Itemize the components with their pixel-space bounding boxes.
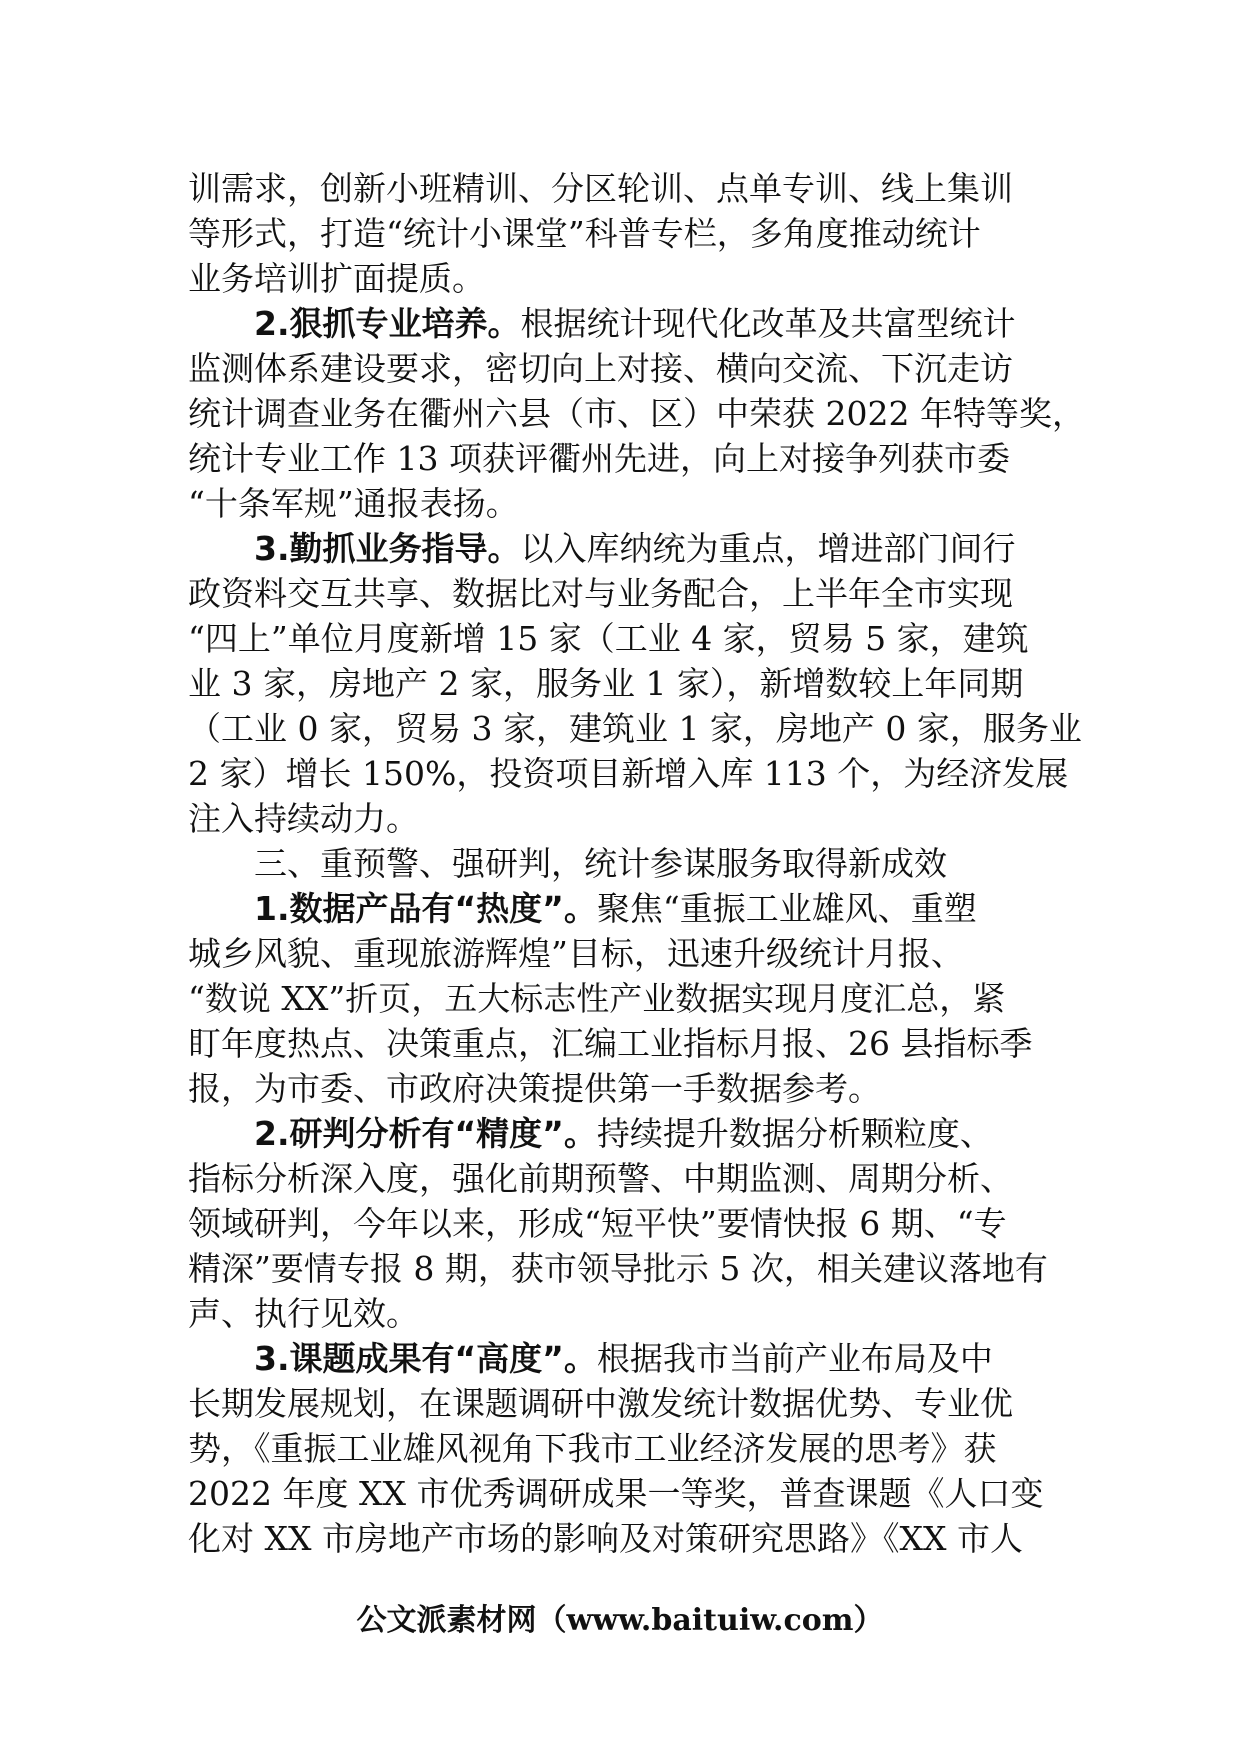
body-line: 报，为市委、市政府决策提供第一手数据参考。 (188, 1069, 881, 1108)
paragraph-heading: 1.数据产品有“热度”。 (254, 889, 597, 928)
body-line: 训需求，创新小班精训、分区轮训、点单专训、线上集训 (188, 169, 1013, 208)
paragraph-heading: 3.勤抓业务指导。 (254, 529, 521, 568)
paragraph-first-line (188, 301, 1056, 346)
paragraph-first-line (188, 1111, 1056, 1156)
body-line: 领域研判，今年以来，形成“短平快”要情快报 6 期、“专 (188, 1204, 1007, 1243)
body-line: 长期发展规划，在课题调研中激发统计数据优势、专业优 (188, 1384, 1013, 1423)
paragraph-first-line (188, 886, 1056, 931)
paragraph-heading: 2.研判分析有“精度”。 (254, 1114, 597, 1153)
footer-watermark: 公文派素材网（www.baituiw.com） (356, 1603, 884, 1638)
body-line: 2 家）增长 150%，投资项目新增入库 113 个，为经济发展 (188, 754, 1069, 793)
paragraph-text: 根据我市当前产业布局及中 (596, 1339, 993, 1378)
body-line: 2022 年度 XX 市优秀调研成果一等奖，普查课题《人口变 (188, 1474, 1044, 1513)
body-line: 业 3 家，房地产 2 家，服务业 1 家），新增数较上年同期 (188, 664, 1024, 703)
body-line: 势，《重振工业雄风视角下我市工业经济发展的思考》获 (188, 1429, 997, 1468)
body-line: 统计调查业务在衢州六县（市、区）中荣获 2022 年特等奖， (188, 394, 1085, 433)
body-line: 指标分析深入度，强化前期预警、中期监测、周期分析、 (188, 1159, 1013, 1198)
paragraph-first-line (188, 526, 1056, 571)
body-line: 城乡风貌、重现旅游辉煌”目标，迅速升级统计月报、 (188, 934, 964, 973)
body-line: “数说 XX”折页，五大标志性产业数据实现月度汇总，紧 (188, 979, 1006, 1018)
paragraph-heading: 3.课题成果有“高度”。 (254, 1339, 597, 1378)
body-line: 业务培训扩面提质。 (188, 259, 485, 298)
body-line: 监测体系建设要求，密切向上对接、横向交流、下沉走访 (188, 349, 1013, 388)
paragraph-text: 聚焦“重振工业雄风、重塑 (596, 889, 977, 928)
paragraph-first-line (188, 1336, 1056, 1381)
body-line: 等形式，打造“统计小课堂”科普专栏，多角度推动统计 (188, 214, 981, 253)
body-line: 统计专业工作 13 项获评衢州先进，向上对接争列获市委 (188, 439, 1010, 478)
body-line: “十条军规”通报表扬。 (188, 484, 519, 523)
body-line: “四上”单位月度新增 15 家（工业 4 家，贸易 5 家，建筑 (188, 619, 1029, 658)
body-line: 盯年度热点、决策重点，汇编工业指标月报、26 县指标季 (188, 1024, 1033, 1063)
paragraph-text: 以入库纳统为重点，增进部门间行 (520, 529, 1016, 568)
body-line: 注入持续动力。 (188, 799, 419, 838)
document-body (188, 166, 1085, 1561)
body-line: 声、执行见效。 (188, 1294, 419, 1333)
body-line: 精深”要情专报 8 期，获市领导批示 5 次，相关建议落地有 (188, 1249, 1048, 1288)
paragraph-text: 持续提升数据分析颗粒度、 (596, 1114, 993, 1153)
paragraph-text: 根据统计现代化改革及共富型统计 (520, 304, 1016, 343)
paragraph-heading: 2.狠抓专业培养。 (254, 304, 521, 343)
body-line: 化对 XX 市房地产市场的影响及对策研究思路》《XX 市人 (188, 1519, 1023, 1558)
section-heading: 三、重预警、强研判，统计参谋服务取得新成效 (254, 844, 947, 883)
body-line: 政资料交互共享、数据比对与业务配合，上半年全市实现 (188, 574, 1013, 613)
body-line: （工业 0 家，贸易 3 家，建筑业 1 家，房地产 0 家，服务业 (188, 709, 1082, 748)
